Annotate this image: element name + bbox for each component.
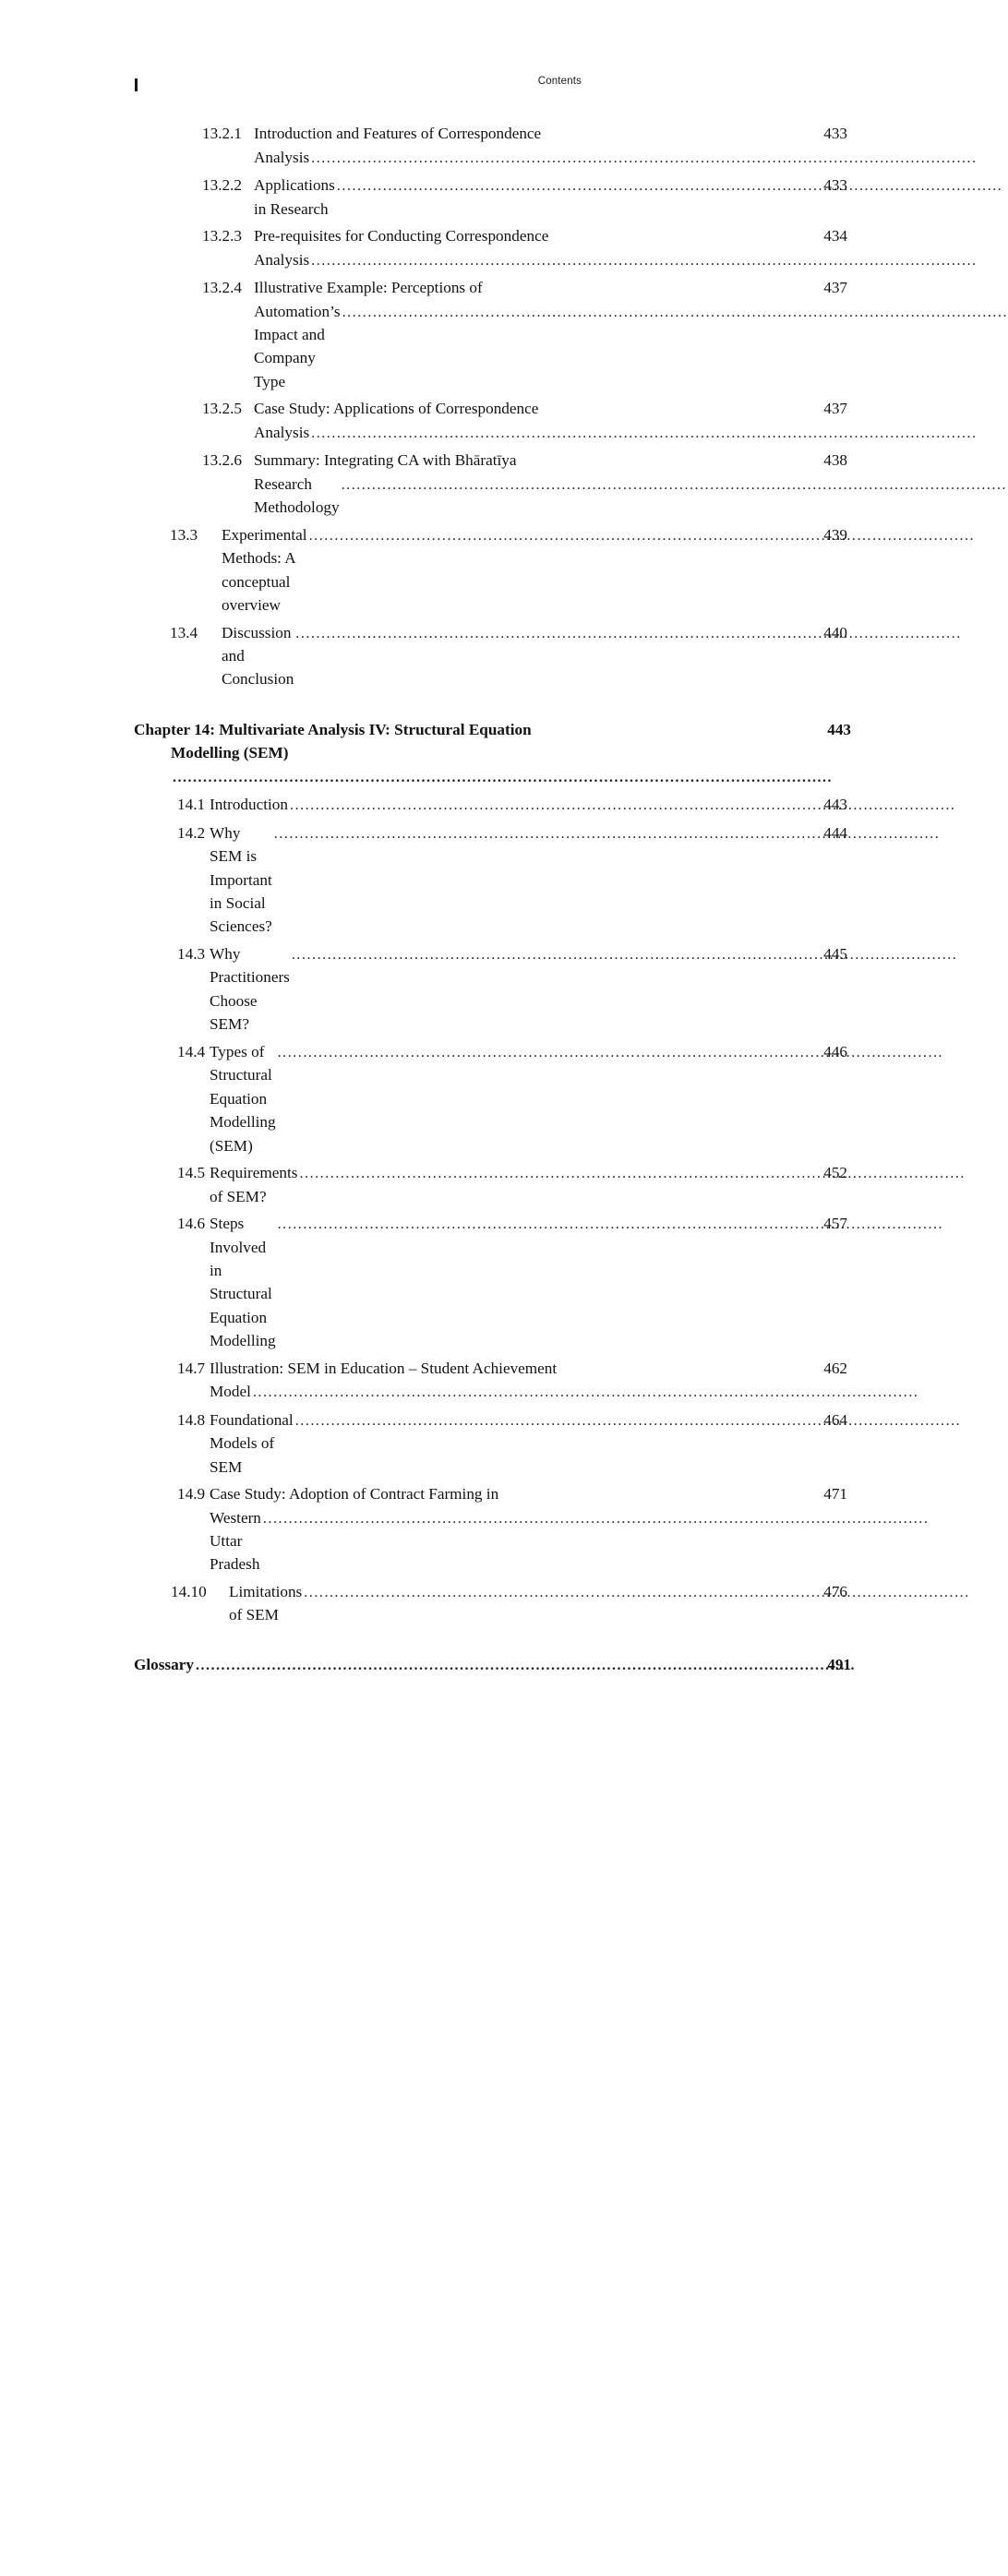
toc-entry-number: 13.2.3 bbox=[202, 227, 242, 246]
toc-leader-row bbox=[254, 174, 847, 221]
toc-entry-title-line: Automation’s Impact and Company Type bbox=[254, 302, 344, 390]
toc-entry-number: 13.2.5 bbox=[202, 400, 242, 418]
toc-entry-page: 439 bbox=[823, 525, 847, 544]
toc-leader-row bbox=[210, 1161, 847, 1208]
toc-entry-number: 14.1 bbox=[177, 796, 206, 814]
toc-entry-body bbox=[210, 793, 847, 817]
toc-entry[interactable] bbox=[134, 1040, 847, 1157]
toc-entry[interactable] bbox=[134, 122, 847, 170]
toc-entry[interactable] bbox=[134, 449, 847, 519]
toc-entry-title-line: Introduction and Features of Correspondence bbox=[254, 125, 542, 143]
toc-entry-page: 457 bbox=[823, 1215, 847, 1233]
toc-entry-title-line: Case Study: Applications of Correspondence bbox=[254, 400, 539, 418]
toc-entry-page: 462 bbox=[823, 1359, 847, 1377]
toc-glossary-body bbox=[134, 1653, 851, 1677]
toc-leader-row bbox=[210, 942, 847, 1036]
toc-entry-body bbox=[254, 122, 847, 170]
toc-group-chapter13 bbox=[134, 122, 847, 691]
toc-entry-body bbox=[210, 1482, 847, 1576]
toc-leader-row bbox=[210, 1212, 847, 1352]
toc-entry-number: 14.9 bbox=[177, 1485, 206, 1504]
toc-entry-page: 433 bbox=[823, 176, 847, 195]
toc-entry-page: 434 bbox=[823, 227, 847, 246]
toc-entry-title-line: Why SEM is Important in Social Sciences? bbox=[210, 823, 277, 936]
toc-entry-title-line: Summary: Integrating CA with Bhāratīya bbox=[254, 451, 517, 470]
toc-entry-page: 437 bbox=[823, 400, 847, 418]
toc-entry[interactable] bbox=[134, 224, 847, 272]
toc-entry-title-line: Foundational Models of SEM bbox=[210, 1410, 298, 1476]
toc-entry-title-line: Applications in Research bbox=[254, 176, 340, 218]
toc-entry-number: 14.10 bbox=[171, 1582, 207, 1600]
toc-entry-title-line: Types of Structural Equation Modelling (SEM) bbox=[210, 1042, 280, 1155]
toc-entry-body bbox=[210, 1357, 847, 1405]
toc-entry-title-line: Discussion and Conclusion bbox=[222, 623, 298, 689]
toc-entry-body bbox=[254, 397, 847, 445]
toc-glossary-label: Glossary bbox=[134, 1655, 198, 1673]
toc-entry-title-line: Analysis bbox=[254, 148, 310, 166]
toc-entry-page: 444 bbox=[823, 823, 847, 842]
toc-entry-page: 471 bbox=[823, 1485, 847, 1504]
toc-entry-number: 14.7 bbox=[177, 1359, 206, 1377]
toc-entry-body bbox=[210, 1408, 847, 1479]
toc-leader-row bbox=[222, 621, 847, 691]
toc-entry-body bbox=[254, 224, 847, 272]
toc-entry[interactable] bbox=[134, 523, 847, 617]
toc-entry-title-line: Analysis bbox=[254, 250, 314, 269]
toc-entry-title-line: Model bbox=[210, 1383, 256, 1401]
toc-leader-row bbox=[210, 1040, 847, 1157]
running-head bbox=[129, 76, 582, 96]
folio-mark bbox=[135, 78, 138, 91]
toc-entry-body bbox=[254, 449, 847, 519]
toc-entry-title-line: Case Study: Adoption of Contract Farming in bbox=[210, 1485, 499, 1504]
toc-entry[interactable] bbox=[134, 1408, 847, 1479]
toc-entry-body bbox=[222, 523, 847, 617]
toc-entry-page: 440 bbox=[823, 623, 847, 641]
toc-leader-row bbox=[229, 1580, 847, 1627]
toc-entry-title-line: Steps Involved in Structural Equation Modelling bbox=[210, 1215, 277, 1350]
toc-entry-number: 13.2.4 bbox=[202, 279, 242, 297]
toc-entry-title-line: Analysis bbox=[254, 423, 314, 441]
toc-entry-page: 437 bbox=[823, 279, 847, 297]
toc-entry[interactable] bbox=[134, 1161, 847, 1208]
toc-entry-title-line: Why Practitioners Choose SEM? bbox=[210, 945, 294, 1034]
toc-leader-row bbox=[210, 1408, 847, 1479]
toc-entry[interactable] bbox=[134, 1357, 847, 1405]
toc-entry[interactable] bbox=[134, 621, 847, 691]
running-head-title: Contents bbox=[537, 76, 582, 87]
toc-glossary-page: 491 bbox=[827, 1655, 851, 1673]
toc-entry-number: 14.8 bbox=[177, 1410, 206, 1429]
toc-entry-number: 13.3 bbox=[170, 525, 198, 544]
toc-entry[interactable] bbox=[134, 1580, 847, 1627]
toc-entry-page: 446 bbox=[823, 1042, 847, 1060]
toc-entry-title-line: Western Uttar Pradesh bbox=[210, 1508, 266, 1574]
toc-entry-title-line: Requirements of SEM? bbox=[210, 1164, 302, 1205]
toc-entry[interactable] bbox=[134, 1212, 847, 1352]
toc-entry-body bbox=[210, 821, 847, 939]
toc-leader-row bbox=[210, 821, 847, 939]
toc-group-chapter14 bbox=[134, 793, 847, 1627]
toc-entry-number: 14.3 bbox=[177, 945, 206, 964]
toc-chapter-title-line: Chapter 14: Multivariate Analysis IV: Structural Equation bbox=[134, 720, 532, 738]
toc-entry-page: 438 bbox=[823, 451, 847, 470]
toc-leader-row bbox=[222, 523, 847, 617]
toc-entry[interactable] bbox=[134, 276, 847, 393]
toc-entry-number: 14.6 bbox=[177, 1215, 206, 1233]
toc-entry-page: 433 bbox=[823, 125, 847, 143]
toc-entry-number: 13.4 bbox=[170, 623, 198, 641]
toc-glossary-wrap bbox=[134, 1653, 851, 1677]
toc-list bbox=[134, 118, 851, 1677]
toc-glossary-entry[interactable] bbox=[134, 1653, 851, 1677]
toc-chapter-body bbox=[134, 718, 851, 789]
toc-entry[interactable] bbox=[134, 821, 847, 939]
toc-entry[interactable] bbox=[134, 174, 847, 221]
toc-entry-page: 445 bbox=[823, 945, 847, 964]
toc-leader-row bbox=[134, 1653, 851, 1677]
toc-chapter-title-line: Modelling (SEM) bbox=[171, 744, 293, 762]
toc-chapter-heading[interactable] bbox=[134, 718, 851, 789]
toc-entry-title-line: Experimental Methods: A conceptual overview bbox=[222, 525, 311, 615]
toc-chapter-heading-wrap bbox=[134, 718, 851, 789]
toc-entry-body bbox=[210, 1161, 847, 1208]
toc-entry-body bbox=[254, 276, 847, 393]
toc-entry-title-line: Illustration: SEM in Education – Student Achievement bbox=[210, 1359, 558, 1377]
toc-entry-number: 13.2.2 bbox=[202, 176, 242, 195]
toc-entry-title-line: Limitations of SEM bbox=[229, 1582, 306, 1624]
toc-entry-body bbox=[210, 1212, 847, 1352]
toc-entry[interactable] bbox=[134, 942, 847, 1036]
toc-entry[interactable] bbox=[134, 1482, 847, 1576]
toc-entry-body bbox=[222, 621, 847, 691]
toc-entry-page: 464 bbox=[823, 1410, 847, 1429]
toc-entry-page: 443 bbox=[823, 796, 847, 814]
toc-entry-body bbox=[254, 174, 847, 221]
toc-entry-number: 14.4 bbox=[177, 1042, 206, 1060]
toc-entry-number: 14.2 bbox=[177, 823, 206, 842]
toc-entry-title-line: Pre-requisites for Conducting Correspondence bbox=[254, 227, 549, 246]
toc-entry-body bbox=[229, 1580, 847, 1627]
toc-entry-title-line: Illustrative Example: Perceptions of bbox=[254, 279, 483, 297]
toc-entry-title-line: Research Methodology bbox=[254, 474, 340, 517]
toc-entry-title-line: Introduction bbox=[210, 796, 288, 814]
toc-entry-body bbox=[210, 1040, 847, 1157]
toc-entry-page: 476 bbox=[823, 1582, 847, 1600]
toc-chapter-page: 443 bbox=[827, 720, 851, 738]
toc-entry-number: 13.2.1 bbox=[202, 125, 242, 143]
toc-entry-page: 452 bbox=[823, 1164, 847, 1182]
toc-leader-row bbox=[210, 793, 847, 817]
toc-entry-number: 13.2.6 bbox=[202, 451, 242, 470]
toc-entry[interactable] bbox=[134, 397, 847, 445]
toc-entry-body bbox=[210, 942, 847, 1036]
toc-entry-number: 14.5 bbox=[177, 1164, 206, 1182]
toc-entry[interactable] bbox=[134, 793, 847, 817]
